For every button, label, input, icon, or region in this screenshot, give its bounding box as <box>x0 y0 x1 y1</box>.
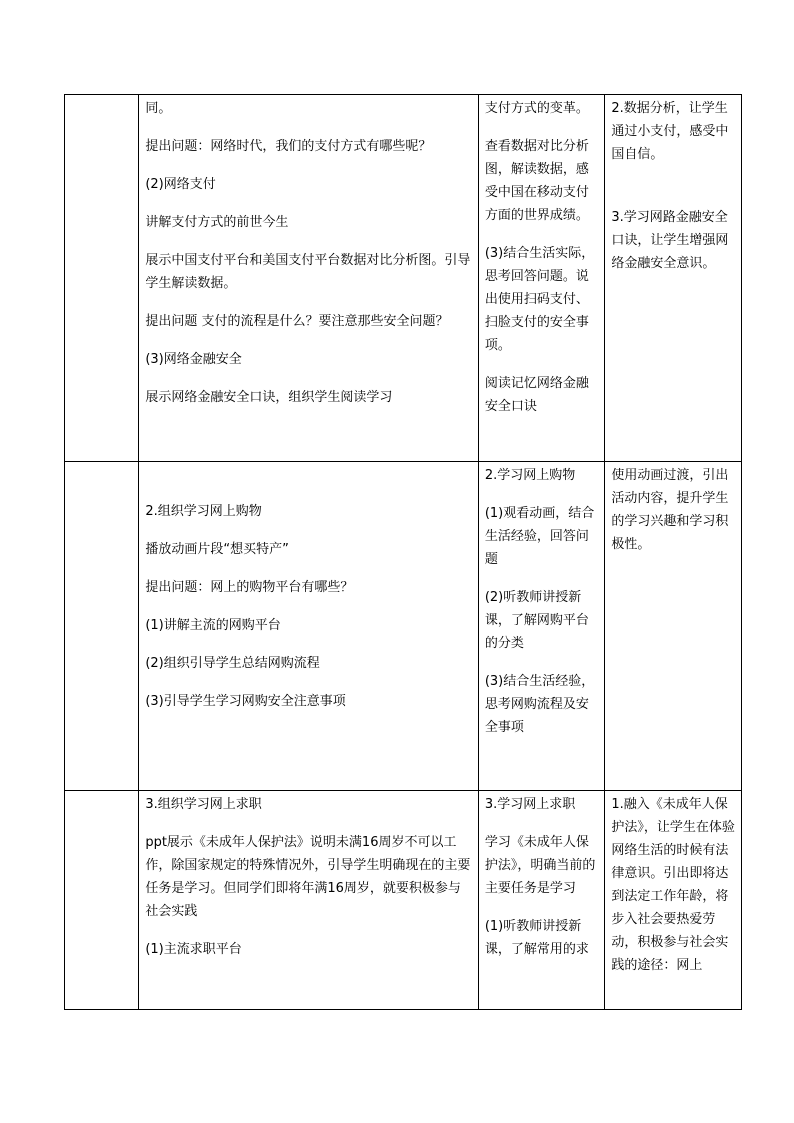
text-line: 2.数据分析，让学生通过小支付，感受中国自信。 <box>611 101 729 162</box>
text-line: 提出问题：网络时代，我们的支付方式有哪些呢？ <box>145 139 432 154</box>
design-intent-cell <box>605 791 742 1010</box>
teacher-activity-cell <box>139 462 479 791</box>
text-line: (3)引导学生学习网购安全注意事项 <box>145 694 346 709</box>
text-line: (2)组织引导学生总结网购流程 <box>145 656 320 671</box>
text-line: (3)网络金融安全 <box>145 352 242 367</box>
stage-cell <box>65 462 139 791</box>
text-line: (3)结合生活经验，思考网购流程及安全事项 <box>484 674 595 735</box>
text-line: 1.融入《未成年人保护法》，让学生在体验网络生活的时候有法律意识。引出即将达到法定工作年龄，将步入社会要热爱劳动，积极参与社会实践的途径：网上 <box>611 797 735 973</box>
student-activity-cell <box>478 462 605 791</box>
student-activity-cell <box>478 95 605 462</box>
design-intent-cell <box>605 95 742 462</box>
table-row <box>65 462 742 791</box>
text-line: (2)听教师讲授新课，了解网购平台的分类 <box>484 590 589 651</box>
text-line: ppt展示《未成年人保护法》说明未满16周岁不可以工作，除国家规定的特殊情况外，引导学生明确现在的主要任务是学习。但同学们即将年满16周岁，就要积极参与社会实践 <box>145 835 471 919</box>
text-line: 展示网络金融安全口诀，组织学生阅读学习 <box>145 390 393 405</box>
text-line: (3)结合生活实际，思考回答问题。说出使用扫码支付、扫脸支付的安全事项。 <box>484 246 595 353</box>
text-line: 学习《未成年人保护法》，明确当前的主要任务是学习 <box>484 835 596 896</box>
text-line: (1)讲解主流的网购平台 <box>145 618 281 633</box>
text-line: 播放动画片段“想买特产” <box>145 542 289 557</box>
text-line: 同。 <box>145 101 172 116</box>
text-line: 展示中国支付平台和美国支付平台数据对比分析图。引导学生解读数据。 <box>145 253 471 291</box>
text-line: 讲解支付方式的前世今生 <box>145 215 289 230</box>
stage-cell <box>65 791 139 1010</box>
table-row <box>65 95 742 462</box>
text-line: 3.组织学习网上求职 <box>145 797 262 812</box>
text-line: 3.学习网上求职 <box>484 797 576 812</box>
stage-cell <box>65 95 139 462</box>
text-line: (1)听教师讲授新课，了解常用的求 <box>484 919 589 957</box>
text-line: 2.学习网上购物 <box>484 468 576 483</box>
text-line: (1)观看动画，结合生活经验，回答问题 <box>484 506 595 567</box>
table-row <box>65 791 742 1010</box>
text-line: 使用动画过渡，引出活动内容，提升学生的学习兴趣和学习积极性。 <box>611 468 729 552</box>
text-line: 提出问题 支付的流程是什么？要注意那些安全问题？ <box>145 314 449 329</box>
text-line: 2.组织学习网上购物 <box>145 504 262 519</box>
text-line: 3.学习网路金融安全口诀，让学生增强网络金融安全意识。 <box>611 210 729 271</box>
teacher-activity-cell <box>139 95 479 462</box>
text-line: (2)网络支付 <box>145 177 216 192</box>
text-line: (1)主流求职平台 <box>145 942 242 957</box>
text-line: 阅读记忆网络金融安全口诀 <box>484 376 589 414</box>
lesson-plan-table <box>64 94 742 1010</box>
design-intent-cell <box>605 462 742 791</box>
text-line: 查看数据对比分析图，解读数据，感受中国在移动支付方面的世界成绩。 <box>484 139 589 223</box>
text-line: 提出问题：网上的购物平台有哪些？ <box>145 580 354 595</box>
teacher-activity-cell <box>139 791 479 1010</box>
student-activity-cell <box>478 791 605 1010</box>
text-line: 支付方式的变革。 <box>484 101 589 116</box>
